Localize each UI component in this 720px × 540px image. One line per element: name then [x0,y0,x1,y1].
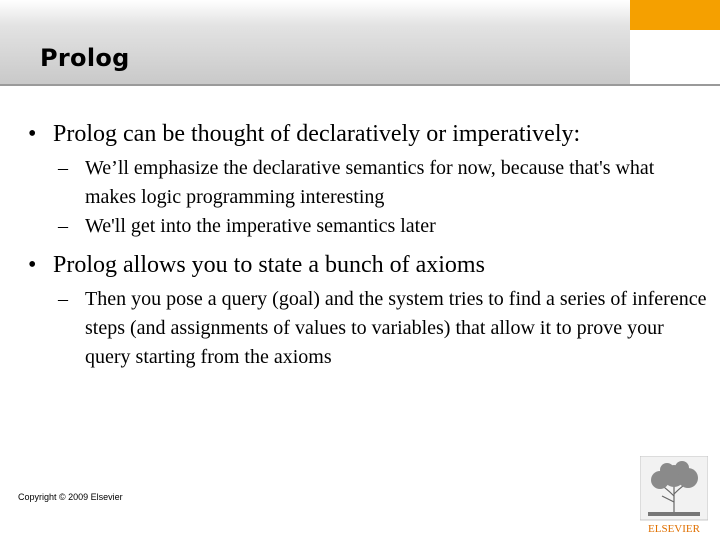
sub-bullet-marker: – [58,288,68,310]
sub-bullet-item [58,285,708,372]
header-divider [0,84,720,86]
sub-bullet-marker: – [58,215,68,237]
sub-bullet-text: We'll get into the imperative semantics later [85,215,436,237]
sub-bullet-item [58,154,708,212]
sub-bullet-marker: – [58,157,68,179]
sub-bullet-text: Then you pose a query (goal) and the system tries to find a series of inference steps (and assignments of values to variables) that allow it to prove your query starting from the axioms [85,288,707,368]
bullet-text: Prolog allows you to state a bunch of axioms [53,252,485,278]
logo-wordmark: ELSEVIER [648,523,700,535]
bullet-item [28,249,708,281]
slide-title: Prolog [40,44,130,72]
slide-body [28,118,708,372]
bullet-item [28,118,708,150]
copyright-notice: Copyright © 2009 Elsevier [18,492,123,502]
bullet-marker: • [28,252,37,278]
elsevier-logo [640,456,708,536]
bullet-marker: • [28,121,37,147]
orange-accent-block [630,0,720,30]
sub-bullet-text: We’ll emphasize the declarative semantics for now, because that's what makes logic programming interesting [85,157,655,208]
sub-bullet-item [58,212,708,241]
bullet-text: Prolog can be thought of declaratively or imperatively: [53,121,581,147]
